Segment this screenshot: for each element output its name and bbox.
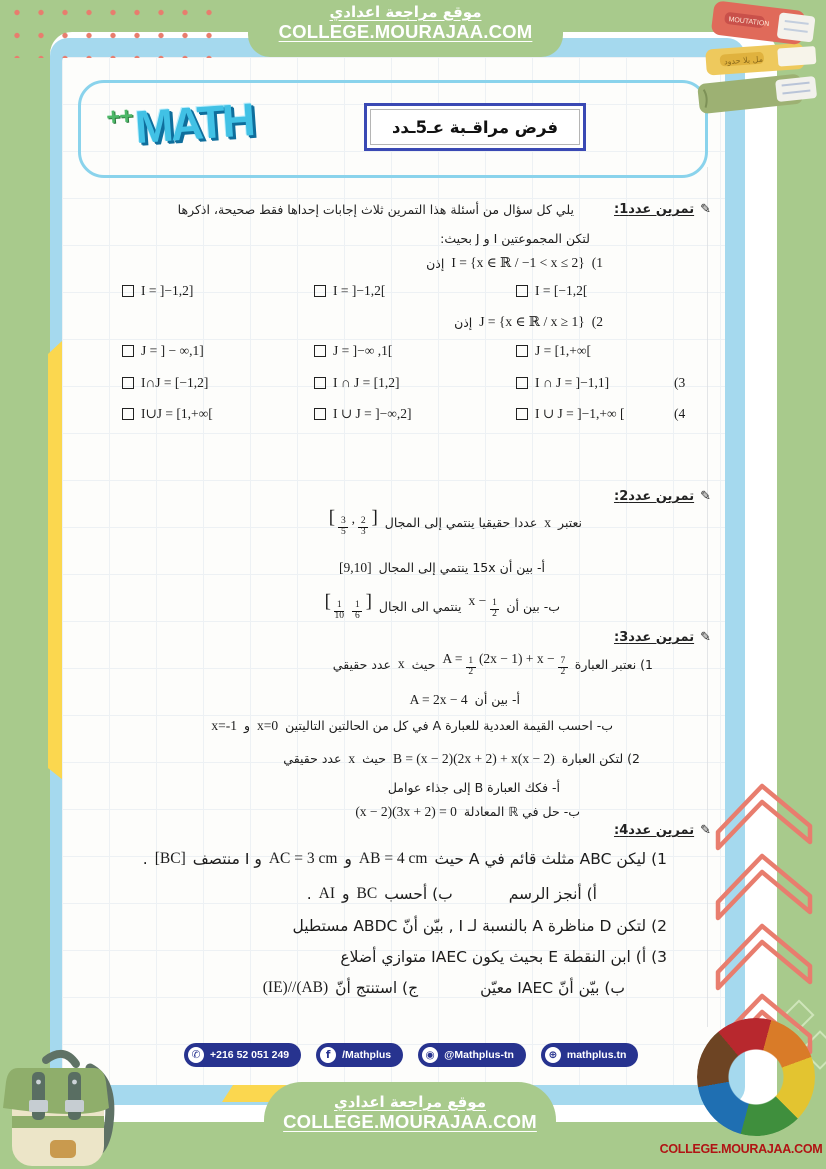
exercise-2-line-1	[62, 508, 725, 538]
expr-part: x −	[468, 593, 487, 609]
question-3-number: (3	[674, 375, 686, 390]
fraction-num: 7	[558, 657, 568, 668]
text-ar: عدد حقيقي	[332, 656, 391, 672]
choice-option: I ∩ J = [1,2]	[333, 375, 400, 390]
facebook-icon: f	[320, 1047, 336, 1063]
pencil-icon: ✎	[700, 489, 711, 504]
yellow-accent-left	[48, 340, 63, 782]
text-ar: نعتبر	[558, 515, 582, 531]
svg-text:MOUTATION: MOUTATION	[728, 16, 770, 29]
site-url-link[interactable]: COLLEGE.MOURAJAA.COM	[278, 21, 533, 42]
text-ar: عدد حقيقي	[283, 751, 342, 767]
checkbox	[314, 408, 326, 420]
text-ar: حيث	[362, 751, 386, 767]
choice-option: I = ]−1,2[	[333, 283, 386, 298]
svg-text:مل بلا حدود: مل بلا حدود	[723, 54, 764, 67]
exercise-3-line-2	[62, 751, 725, 767]
checkbox	[516, 345, 528, 357]
exercise-3-heading	[62, 630, 725, 645]
options-row-2	[122, 343, 725, 359]
text-ar: ب- بين أن	[506, 599, 560, 615]
question-2-formula: J = {x ∈ ℝ / x ≥ 1}	[479, 314, 585, 329]
interval-fractions	[329, 508, 378, 538]
mathplus-logo-text: MATH	[133, 93, 255, 154]
given-sets-text: لتكن المجموعتين I و J بحيث:	[440, 231, 590, 246]
fraction-den: 5	[340, 526, 346, 537]
exercise-3-line-b	[62, 718, 725, 734]
pencil-icon: ✎	[700, 630, 711, 645]
bracket: ]	[365, 590, 372, 612]
top-banner	[248, 0, 563, 57]
facebook-badge[interactable]	[316, 1043, 403, 1067]
value-x0: x=0	[257, 717, 279, 733]
fraction-den: 10	[334, 610, 344, 621]
text-ar: 2) لتكن العبارة	[561, 751, 640, 767]
text-ar: حيث	[411, 656, 436, 672]
fraction-num: 1	[334, 601, 344, 612]
var-x: x	[397, 656, 405, 672]
interval: [9,10]	[338, 559, 372, 575]
dot: .	[306, 885, 312, 903]
segment: BC	[356, 885, 378, 902]
checkbox	[314, 285, 326, 297]
exercise-4-line-1	[62, 850, 725, 868]
text-ar: ب) بيّن أنّ IAEC معيّن	[480, 979, 625, 997]
pencil-icon: ✎	[700, 202, 711, 217]
value-xm1: x=-1	[211, 717, 237, 733]
text-ar: ينتمي الى الجال	[378, 599, 462, 615]
subjects-ring-logo	[697, 1018, 815, 1136]
var-x: x	[544, 514, 552, 530]
mathplus-logo	[107, 92, 254, 156]
choice-option: I ∩ J = ]−1,1]	[535, 375, 610, 390]
options-row-4	[122, 406, 725, 422]
expr-part: A =	[442, 651, 463, 666]
instagram-badge[interactable]	[418, 1043, 526, 1067]
choice-option: J = ]−∞ ,1[	[333, 343, 393, 358]
expression	[468, 593, 499, 620]
instagram-icon: ◉	[422, 1047, 438, 1063]
exercise-4-line-3	[62, 917, 725, 935]
facebook-handle: /Mathplus	[342, 1049, 392, 1061]
question-1-number: (1	[591, 255, 603, 270]
exercise-2-line-b	[62, 592, 725, 622]
parallel-lines: (IE)//(AB)	[262, 979, 329, 996]
var-x: x	[348, 750, 356, 766]
mathplus-logo-plus: ++	[105, 102, 134, 132]
globe-icon: ⊕	[545, 1047, 561, 1063]
exercise-3-line-a	[62, 692, 725, 708]
bracket: ]	[371, 507, 378, 528]
pencil-icon: ✎	[700, 823, 711, 838]
choice-option: I = [−1,2[	[535, 283, 588, 298]
text-ar: 2) لتكن D مناظرة A بالنسبة لـ I , بيّن أنّ ABDC مستطيل	[292, 917, 667, 935]
text-ar: أ) أنجز الرسم	[508, 885, 597, 903]
segment: AI	[318, 885, 336, 902]
exercise-2-title: تمرين عدد2:	[613, 489, 695, 504]
fraction-num: 3	[338, 517, 348, 528]
exercise-3-line-1	[62, 651, 725, 678]
checkbox	[516, 408, 528, 420]
worksheet-paper	[62, 57, 725, 1085]
site-name-arabic: موقع مراجعة اعدادي	[334, 1093, 486, 1111]
text-ar: 1) ليكن ABC مثلث قائم في A حيث	[434, 850, 667, 868]
site-name-arabic: موقع مراجعة اعدادي	[329, 3, 482, 21]
exercise-4-title: تمرين عدد4:	[613, 823, 695, 838]
exercise-1-title: تمرين عدد1:	[613, 202, 695, 217]
whatsapp-icon: ✆	[188, 1047, 204, 1063]
dot: .	[142, 850, 148, 868]
choice-option: I∪J = [1,+∞[	[141, 406, 213, 421]
exercise-1-heading	[62, 202, 725, 217]
fraction-num: 1	[352, 601, 362, 612]
phone-number: +216 52 051 249	[210, 1049, 290, 1061]
comma: ,	[351, 511, 355, 526]
question-1-then: إذن	[426, 255, 445, 271]
question-2-then: إذن	[454, 314, 473, 330]
exam-title-box	[364, 103, 586, 151]
bracket: [	[324, 590, 331, 612]
exercise-2	[62, 489, 725, 622]
equation: A = 2x − 4	[409, 691, 468, 707]
website-badge[interactable]	[541, 1043, 639, 1067]
options-row-1	[122, 283, 725, 299]
exercise-4-line-4	[62, 948, 725, 966]
text-ar: و	[244, 718, 251, 734]
checkbox	[122, 408, 134, 420]
exercise-4	[62, 823, 725, 997]
exercise-3-line-2a	[62, 780, 725, 795]
fraction-num: 1	[490, 599, 500, 610]
fraction-den: 2	[560, 666, 566, 677]
exercise-4-line-5	[62, 979, 725, 997]
dots-pattern	[0, 0, 218, 58]
question-1-formula: I = {x ∈ ℝ / −1 < x ≤ 2}	[451, 255, 585, 270]
fraction-num: 2	[358, 517, 368, 528]
exercise-1-intro: يلي كل سؤال من أسئلة هذا التمرين ثلاث إجابات إحداها فقط صحيحة، اذكرها	[177, 202, 574, 217]
question-4-number: (4	[674, 406, 686, 421]
bracket: [	[328, 507, 336, 528]
checkbox	[122, 345, 134, 357]
site-url-link[interactable]: COLLEGE.MOURAJAA.COM	[283, 1111, 537, 1132]
text-ar: و	[344, 850, 352, 868]
question-2-line	[62, 314, 725, 330]
options-row-3	[122, 375, 725, 391]
exam-title: فرض مراقـبة عـ5ـدد	[370, 109, 580, 145]
text-ar: ب) أحسب	[384, 885, 453, 903]
text-ar: ب- احسب القيمة العددية للعبارة A في كل من الحالتين التاليتين	[285, 718, 613, 734]
social-badges	[184, 1043, 638, 1067]
instagram-handle: @Mathplus-tn	[444, 1049, 514, 1061]
fraction-den: 6	[354, 610, 360, 621]
website-url: mathplus.tn	[566, 1049, 627, 1061]
checkbox	[314, 377, 326, 389]
exercise-1	[62, 202, 725, 422]
footer-banner	[264, 1082, 556, 1169]
exercise-4-line-2	[62, 885, 725, 903]
text-ar: أ- بين أن 15x ينتمي إلى المجال	[378, 560, 545, 576]
exercise-3	[62, 630, 725, 820]
text-ar: 3) أ) ابن النقطة E بحيث يكون IAEC متوازي أضلاع	[340, 948, 667, 966]
expression-A	[442, 651, 567, 678]
equation: (x − 2)(3x + 2) = 0	[355, 803, 457, 819]
text-ar: عددا حقيقيا ينتمي إلى المجال	[384, 515, 538, 531]
whatsapp-badge[interactable]	[184, 1043, 301, 1067]
question-2-number: (2	[591, 314, 603, 329]
measure: AC = 3 cm	[268, 850, 338, 867]
text-ar: و	[342, 885, 350, 903]
checkbox	[122, 377, 134, 389]
choice-option: I ∪ J = ]−1,+∞ [	[535, 406, 625, 421]
expression-B: B = (x − 2)(2x + 2) + x(x − 2)	[392, 750, 555, 766]
backpack-icon	[0, 1038, 130, 1169]
choice-option: J = [1,+∞[	[535, 343, 591, 358]
fraction-num: 1	[466, 657, 476, 668]
fraction-den: 3	[360, 526, 366, 537]
books-icon	[690, 0, 826, 126]
exercise-2-heading	[62, 489, 725, 504]
choice-option: I∩J = [−1,2]	[141, 375, 209, 390]
exercise-3-title: تمرين عدد3:	[613, 630, 695, 645]
checkbox	[516, 377, 528, 389]
text-ar: أ- بين أن	[474, 692, 520, 708]
question-1-line	[62, 255, 725, 271]
text-ar: و I منتصف	[192, 850, 262, 868]
exercise-3-line-2b	[62, 804, 725, 820]
choice-option: J = ] − ∞,1]	[141, 343, 204, 358]
exercise-2-line-a	[62, 560, 725, 576]
choice-option: I = ]−1,2]	[141, 283, 194, 298]
text-ar: 1) نعتبر العبارة	[574, 656, 653, 672]
choice-option: I ∪ J = ]−∞,2]	[333, 406, 412, 421]
ring-logo-caption: COLLEGE.MOURAJAA.COM	[659, 1142, 823, 1156]
exercise-4-heading	[62, 823, 725, 838]
checkbox	[122, 285, 134, 297]
expr-part: (2x − 1) + x −	[478, 651, 555, 666]
measure: AB = 4 cm	[358, 850, 428, 867]
checkbox	[314, 345, 326, 357]
segment: [BC]	[154, 850, 186, 867]
text-ar: أ- فكك العبارة B إلى جذاء عوامل	[387, 779, 560, 795]
fraction-den: 2	[492, 609, 497, 620]
text-ar: ج) استنتج أنّ	[335, 979, 419, 997]
interval-fractions	[325, 592, 372, 622]
checkbox	[516, 285, 528, 297]
exercise-1-given	[62, 231, 725, 246]
text-ar: ب- حل في ℝ المعادلة	[463, 804, 580, 820]
fraction-den: 2	[468, 666, 474, 677]
